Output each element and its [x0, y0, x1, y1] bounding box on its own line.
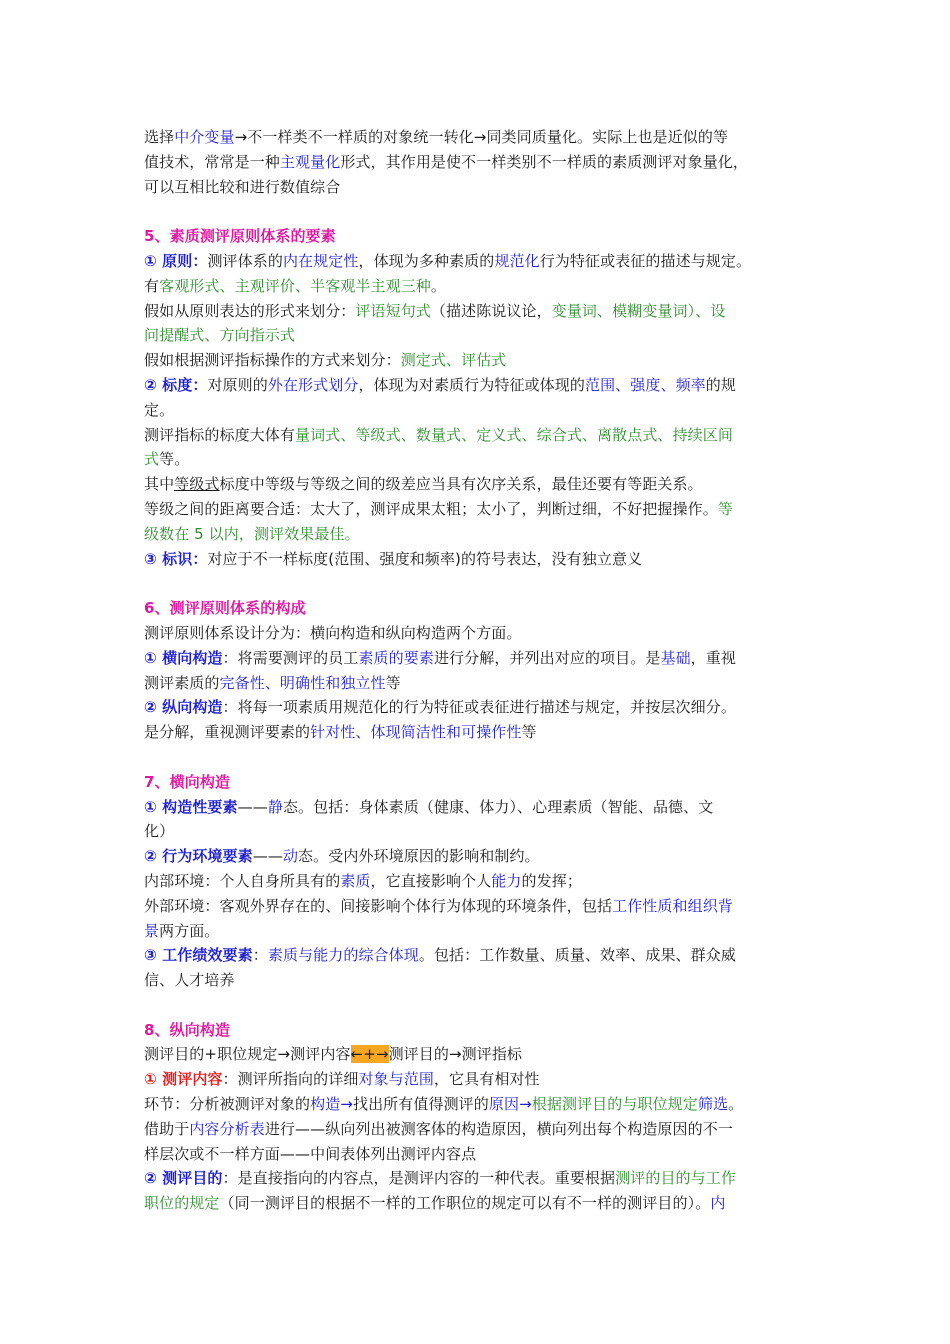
section-6-heading: 6、测评原则体系的构成: [144, 599, 306, 618]
s8-content: ① 测评内容：测评所指向的详细对象与范围，它具有相对性: [144, 1070, 540, 1089]
s5-grade-scale: 其中等级式标度中等级与等级之间的级差应当具有次序关系，最佳还要有等距关系。: [144, 475, 703, 494]
highlight-arrow: ←+→: [350, 1045, 389, 1064]
s5-grade-distance-cont: 级数在 5 以内，测评效果最佳。: [144, 524, 360, 543]
s6-vertical-cont: 是分解，重视测评要素的针对性、体现简洁性和可操作性等: [144, 723, 537, 742]
intro-line-2: 值技术，常常是一种主观量化形式，其作用是使不一样类别不一样质的素质测评对象量化，: [144, 152, 749, 171]
s7-performance-cont: 信、人才培养: [144, 971, 235, 990]
s7-structural-cont: 化）: [144, 822, 175, 841]
s6-intro: 测评原则体系设计分为：横向构造和纵向构造两个方面。: [144, 623, 522, 642]
s5-form-division-cont: 问提醒式、方向指示式: [144, 326, 296, 345]
s5-grade-distance: 等级之间的距离要合适：太大了，测评成果太粗；太小了，判断过细，不好把握操作。等: [144, 499, 733, 518]
s7-structural: ① 构造性要素——静态。包括：身体素质（健康、体力）、心理素质（智能、品德、文: [144, 797, 714, 816]
section-8-heading: 8、纵向构造: [144, 1020, 231, 1039]
section-5-heading: 5、素质测评原则体系的要素: [144, 227, 336, 246]
s5-principle-cont: 有客观形式、主观评价、半客观半主观三种。: [144, 276, 447, 295]
s8-analysis-table: 借助于内容分析表进行——纵向列出被测客体的构造原因，横向列出每个构造原因的不一: [144, 1119, 733, 1138]
s5-scale-cont: 定。: [144, 400, 175, 419]
s5-principle: ① 原则：测评体系的内在规定性，体现为多种素质的规范化行为特征或表征的描述与规定。: [144, 251, 752, 270]
s5-operation-division: 假如根据测评指标操作的方式来划分：测定式、评估式: [144, 351, 507, 370]
s8-purpose: ② 测评目的：是直接指向的内容点，是测评内容的一种代表。重要根据测评的目的与工作: [144, 1169, 736, 1188]
s8-flow: 测评目的+职位规定→测评内容←+→测评目的→测评指标: [144, 1045, 523, 1064]
s5-scale: ② 标度：对原则的外在形式划分，体现为对素质行为特征或体现的范围、强度、频率的规: [144, 375, 736, 394]
s7-external-env: 外部环境：客观外界存在的、间接影响个体行为体现的环境条件，包括工作性质和组织背: [144, 896, 733, 915]
s8-analysis-table-cont: 样层次或不一样方面——中间表体列出测评内容点: [144, 1144, 477, 1163]
s8-purpose-cont: 职位的规定（同一测评目的根据不一样的工作职位的规定可以有不一样的测评目的）。内: [144, 1194, 726, 1213]
document-page: [144, 125, 814, 1216]
s7-performance: ③ 工作绩效要素：素质与能力的综合体现。包括：工作数量、质量、效率、成果、群众威: [144, 946, 736, 965]
s5-identifier: ③ 标识：对应于不一样标度(范围、强度和频率)的符号表达，没有独立意义: [144, 549, 643, 568]
s7-external-env-cont: 景两方面。: [144, 921, 220, 940]
s6-horizontal-cont: 测评素质的完备性、明确性和独立性等: [144, 673, 401, 692]
intro-line-3: 可以互相比较和进行数值综合: [144, 177, 341, 196]
intro-line-1: 选择中介变量→不一样类不一样质的对象统一转化→同类同质量化。实际上也是近似的等: [144, 128, 729, 146]
s5-scale-types: 测评指标的标度大体有量词式、等级式、数量式、定义式、综合式、离散点式、持续区间: [144, 425, 733, 444]
s5-scale-types-cont: 式等。: [144, 450, 190, 469]
section-7-heading: 7、横向构造: [144, 772, 231, 791]
s5-form-division: 假如从原则表达的形式来划分：评语短句式（描述陈说议论，变量词、模糊变量词）、设: [144, 301, 726, 320]
s8-steps: 环节：分析被测评对象的构造→找出所有值得测评的原因→根据测评目的与职位规定筛选。: [144, 1095, 744, 1114]
s6-horizontal: ① 横向构造：将需要测评的员工素质的要素进行分解，并列出对应的项目。是基础，重视: [144, 648, 736, 667]
s7-internal-env: 内部环境：个人自身所具有的素质，它直接影响个人能力的发挥；: [144, 871, 582, 890]
s6-vertical: ② 纵向构造：将每一项素质用规范化的行为特征或表征进行描述与规定，并按层次细分。: [144, 698, 736, 717]
s7-environment: ② 行为环境要素——动态。受内外环境原因的影响和制约。: [144, 847, 540, 866]
